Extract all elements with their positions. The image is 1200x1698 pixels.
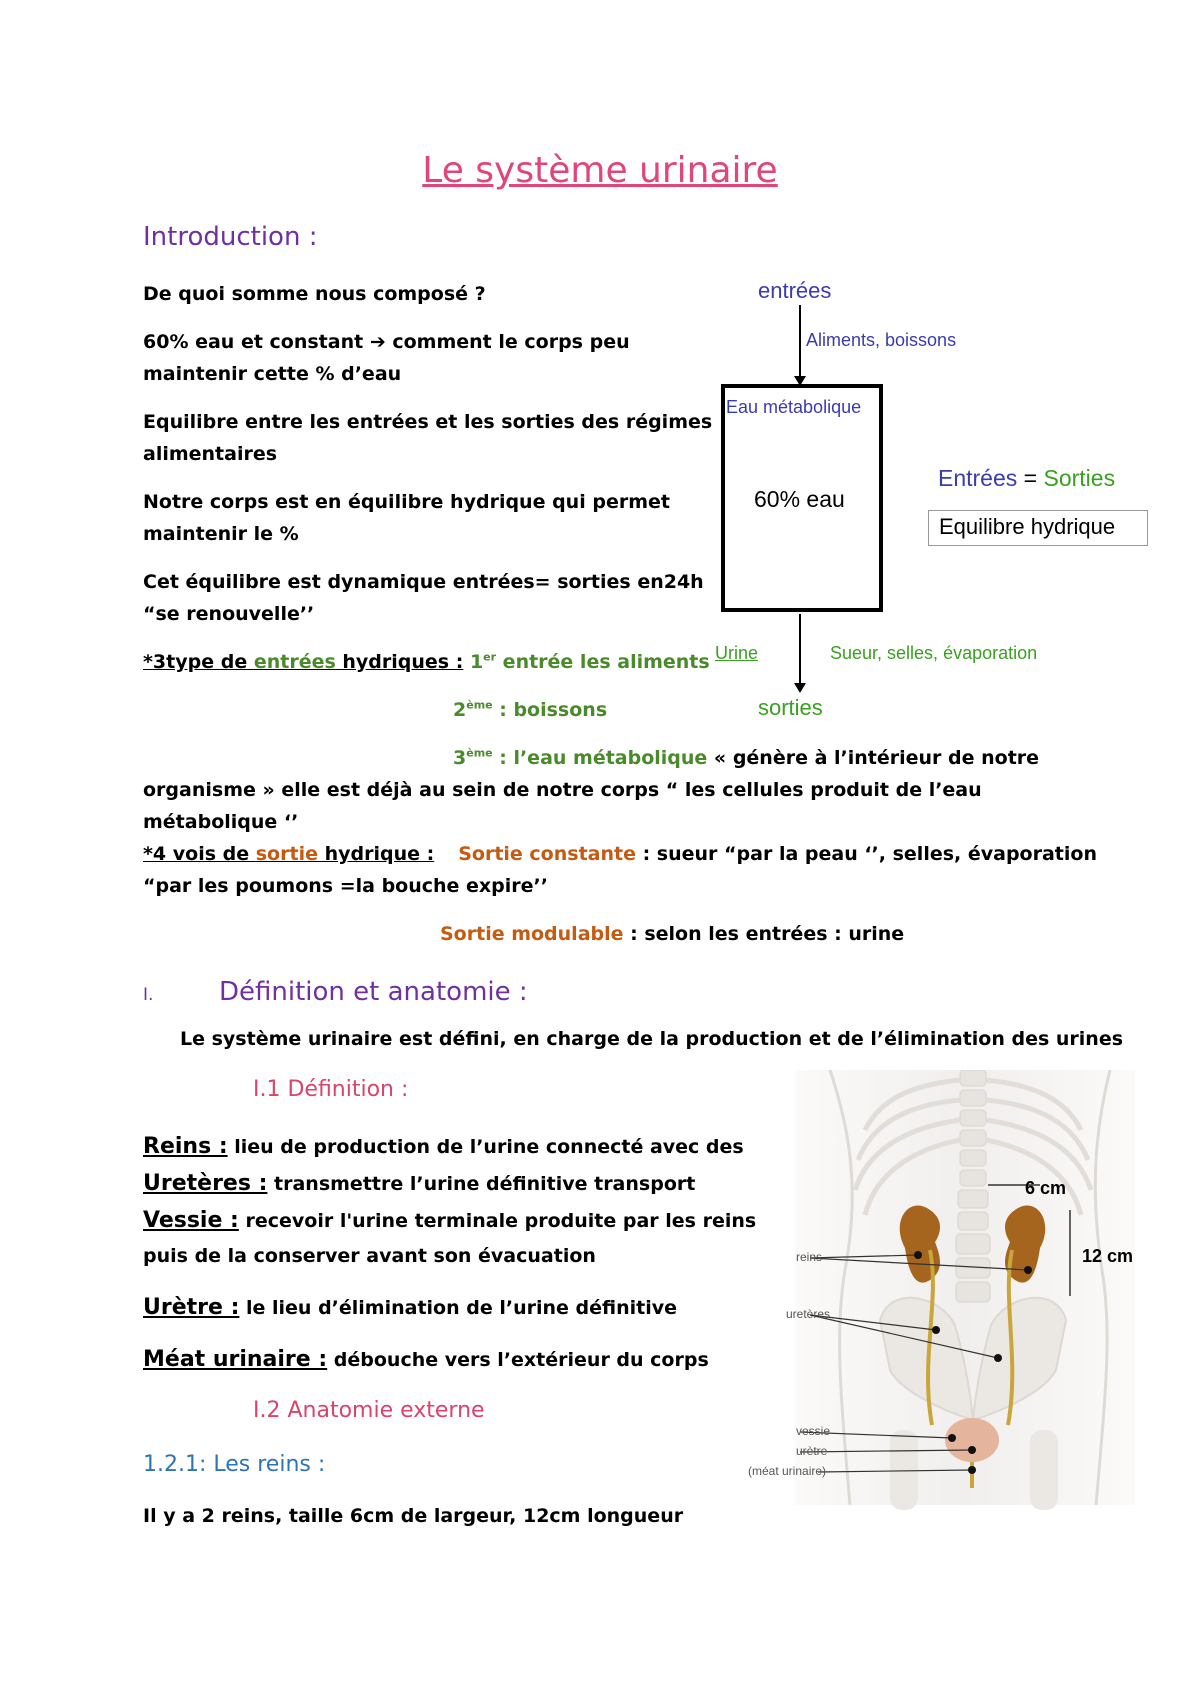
intro-heading: Introduction : [143,222,318,252]
intro-text: maintenir le % [143,523,299,545]
intro-paragraph-4: Cet équilibre est dynamique entrées= sorties en24h [143,571,704,593]
diagram-aliments: Aliments, boissons [806,330,957,350]
def-reins: Reins : lieu de production de l’urine connecté avec des [143,1134,744,1159]
sorties-label: *4 vois de sortie hydrique : [143,843,435,865]
anatomy-label-reins: reins [796,1250,823,1264]
anatomy-label-vessie: vessie [796,1424,831,1438]
first-entree: 1er entrée les aliments [463,650,710,673]
def-vessie-line2: puis de la conserver avant son évacuation [143,1245,596,1267]
intro-text: alimentaires [143,443,278,465]
diagram-pct-eau: 60% eau [754,486,845,512]
third-entree: 3ème : l’eau métabolique « génère à l’intérieur de notre [453,746,1040,769]
anatomy-label-ureteres: uretères [786,1307,831,1321]
anatomy-width-label: 6 cm [1025,1178,1067,1198]
anatomy-label-meat: (méat urinaire) [748,1464,827,1478]
def-meat: Méat urinaire : débouche vers l’extérieur du corps [143,1347,709,1372]
page-title: Le système urinaire [422,150,778,191]
reins-description: Il y a 2 reins, taille 6cm de largeur, 12cm longueur [143,1505,684,1527]
sortie-constante-text: : sueur “par la peau ‘’, selles, évaporation [635,843,1097,865]
entrees-label: *3type de entrées hydriques : [143,651,464,673]
diagram-eau-metabolique: Eau métabolique [726,397,862,417]
def-ureteres: Uretères : transmettre l’urine définitive transport [143,1171,696,1196]
intro-text: “se renouvelle’’ [143,603,315,625]
diagram-entrees: entrées [758,278,832,303]
diagram-equation: Entrées = Sorties [938,465,1116,491]
sortie-constante-line2: “par les poumons =la bouche expire’’ [143,875,548,897]
anatomy-heading: I.2 Anatomie externe [253,1398,485,1423]
intro-text: 60% eau et constant [143,331,370,353]
definition-heading: I.1 Définition : [253,1077,409,1102]
intro-text: maintenir cette % d’eau [143,363,402,385]
sortie-modulable: Sortie modulable : selon les entrées : urine [440,923,905,945]
intro-question: De quoi somme nous composé ? [143,283,486,305]
third-entree-line2: organisme » elle est déjà au sein de notre corps “ les cellules produit de l’eau [143,779,982,801]
anatomy-height-label: 12 cm [1082,1246,1134,1266]
section-1-heading: I. Définition et anatomie : [143,977,528,1007]
sortie-constante-label: Sortie constante [458,843,636,865]
def-uretre: Urètre : le lieu d’élimination de l’urine définitive [143,1295,677,1320]
def-vessie: Vessie : recevoir l'urine terminale produite par les reins [143,1208,757,1233]
diagram-urine: Urine [715,643,759,663]
arrow-right-icon: ➔ [369,331,386,353]
intro-text: comment le corps peu [385,331,630,353]
reins-heading: 1.2.1: Les reins : [143,1452,326,1477]
intro-paragraph-2: Equilibre entre les entrées et les sorties des régimes [143,411,713,433]
diagram-sorties: sorties [758,695,823,720]
anatomy-label-uretre: urètre [796,1444,828,1458]
second-entree: 2ème : boissons [453,698,608,721]
diagram-sueur: Sueur, selles, évaporation [830,643,1038,663]
section-1-intro: Le système urinaire est défini, en charge de la production et de l’élimination des urines [180,1028,1124,1050]
third-entree-line3: métabolique ‘’ [143,811,299,833]
diagram-equilibre-box: Equilibre hydrique [928,510,1148,546]
intro-paragraph-3: Notre corps est en équilibre hydrique qui permet [143,491,670,513]
